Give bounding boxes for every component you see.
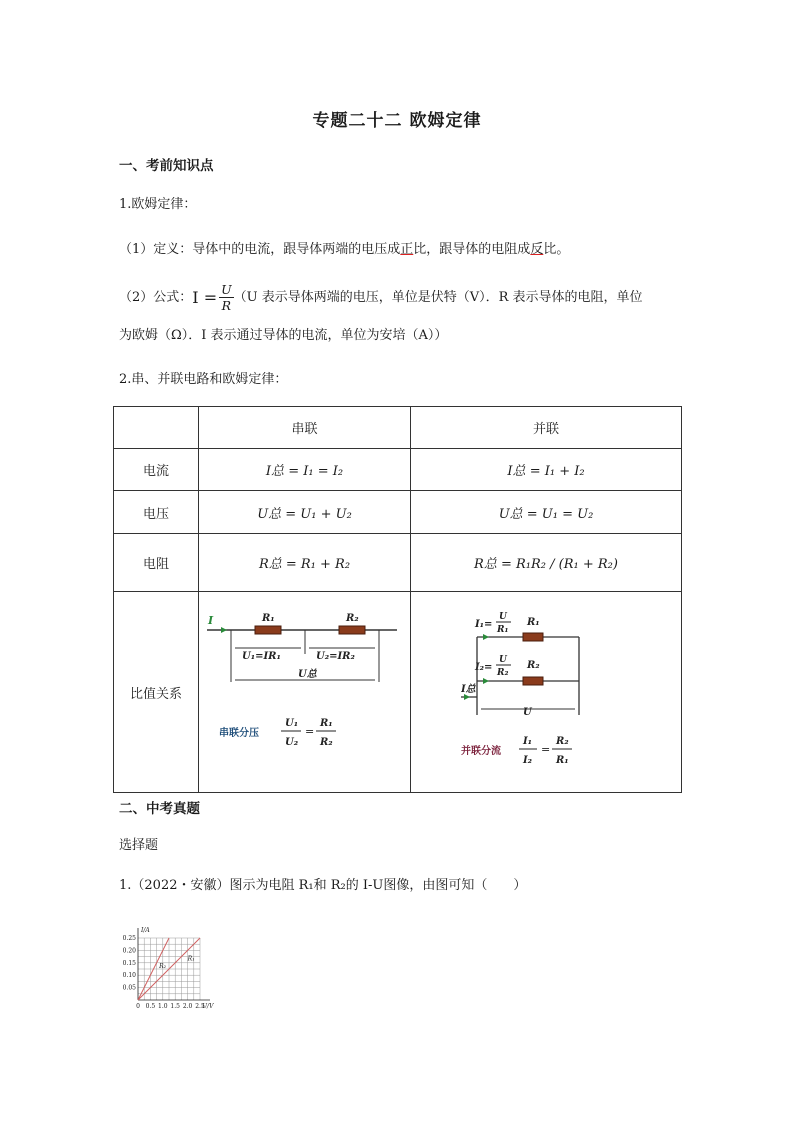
section-heading-knowledge: 一、考前知识点 (119, 158, 214, 174)
y-tick-label: 0.20 (122, 947, 136, 955)
resistor-r2-symbol (339, 626, 365, 634)
parallel-current-formula: I总 = I₁ + I₂ (411, 449, 682, 491)
series-label-1: R₂ (159, 962, 167, 970)
definition-line (119, 240, 569, 260)
choice-heading: 选择题 (119, 838, 159, 853)
series-resistance-formula: R总 = R₁ + R₂ (199, 534, 411, 592)
x-axis-label: U/V (202, 1003, 214, 1010)
formula-text-2: 为欧姆（Ω）．I 表示通过导体的电流，单位为安培（A）） (119, 328, 448, 343)
parallel-i1-label: I₁= (475, 619, 493, 630)
x-tick-label: 2.5 (195, 1003, 205, 1010)
formula-prefix: （2）公式： (119, 289, 193, 305)
parallel-diagram-cell (411, 592, 682, 793)
parallel-r2-label: R₂ (527, 660, 540, 671)
parallel-resistor-r1-symbol (523, 633, 543, 641)
parallel-caption: 并联分流 (461, 746, 501, 757)
y-tick-label: 0.15 (122, 959, 136, 967)
parallel-i1-num: U (499, 612, 507, 622)
y-tick-label: 0.05 (122, 984, 136, 992)
parallel-u-label: U (523, 707, 532, 718)
formula-lhs: I = (192, 287, 218, 307)
parallel-voltage-formula: U总 = U₁ = U₂ (411, 491, 682, 534)
series-utotal-label: U总 (297, 669, 317, 680)
page-title: 专题二十二 欧姆定律 (312, 111, 482, 131)
series-ratio-den-left: U₂ (284, 737, 298, 748)
parallel-resistance-formula: R总 = R₁R₂ / (R₁ + R₂) (411, 534, 682, 592)
item-series-parallel: 2.串、并联电路和欧姆定律： (119, 372, 288, 387)
y-tick-label: 0.10 (122, 972, 136, 980)
series-label-2: R₁ (187, 955, 195, 963)
series-u2-label: U₂=IR₂ (315, 651, 355, 662)
parallel-i2-den: R₂ (497, 668, 509, 678)
header-empty (114, 407, 199, 449)
iu-chart (112, 922, 224, 1012)
section-heading-exam: 二、中考真题 (119, 801, 200, 817)
series-ratio-num-right: R₁ (319, 718, 333, 729)
parallel-i1-den: R₁ (497, 625, 509, 635)
row-label-resistance: 电阻 (114, 534, 199, 592)
item-ohm-law: 1.欧姆定律： (119, 197, 197, 212)
series-u1-label: U₁=IR₁ (241, 651, 281, 662)
def-mid: 比，跟导体的电阻成 (413, 242, 531, 257)
formula-text-1: （U 表示导体两端的电压，单位是伏特（V）．R 表示导体的电阻，单位 (233, 289, 643, 305)
series-circuit-diagram (205, 602, 405, 782)
row-label-ratio: 比值关系 (114, 592, 199, 793)
parallel-ratio-den-left: I₂ (523, 755, 533, 766)
x-tick-label: 0.5 (145, 1003, 156, 1010)
series-ratio-den-right: R₂ (319, 737, 333, 748)
row-label-voltage: 电压 (114, 491, 199, 534)
svg-text:=: = (304, 725, 314, 738)
formula-denominator: R (221, 298, 232, 313)
parallel-circuit-diagram (461, 597, 631, 787)
formula-line (119, 282, 643, 313)
def-word-fan: 反 (530, 242, 544, 257)
parallel-ratio-num-left: I₁ (523, 736, 533, 747)
def-suffix: 比。 (543, 242, 570, 257)
x-tick-label: 1.0 (158, 1003, 168, 1010)
series-r1-label: R₁ (261, 613, 275, 624)
parallel-ratio-den-right: R₁ (556, 755, 569, 766)
x-tick-label: 0 (136, 1003, 140, 1010)
series-diagram-cell (199, 592, 411, 793)
formula-fraction (219, 282, 234, 313)
resistor-r1-symbol (255, 626, 281, 634)
parallel-ratio-num-right: R₂ (556, 736, 569, 747)
def-prefix: （1）定义：导体中的电流，跟导体两端的电压成 (119, 242, 401, 257)
x-tick-label: 2.0 (182, 1003, 193, 1010)
parallel-itotal-label: I总 (461, 684, 476, 695)
series-current-label: I (207, 614, 213, 627)
parallel-r1-label: R₁ (527, 617, 540, 628)
parallel-i2-label: I₂= (475, 662, 493, 673)
series-voltage-formula: U总 = U₁ + U₂ (199, 491, 411, 534)
series-r2-label: R₂ (345, 613, 359, 624)
comparison-table (113, 406, 682, 793)
row-label-current: 电流 (114, 449, 199, 491)
y-tick-label: 0.25 (122, 935, 136, 942)
formula-numerator: U (221, 282, 232, 297)
series-caption: 串联分压 (218, 728, 259, 739)
parallel-resistor-r2-symbol (523, 677, 543, 685)
question-1: 1.（2022・安徽）图示为电阻 R₁和 R₂的 I-U图像，由图可知（ ） (119, 878, 527, 893)
series-current-formula: I总 = I₁ = I₂ (199, 449, 411, 491)
header-parallel: 并联 (411, 407, 682, 449)
series-ratio-num-left: U₁ (284, 718, 298, 729)
def-word-zheng: 正 (400, 242, 414, 257)
x-tick-label: 1.5 (170, 1003, 180, 1010)
svg-text:=: = (541, 743, 551, 756)
parallel-i2-num: U (499, 655, 507, 665)
header-series: 串联 (199, 407, 411, 449)
y-axis-label: I/A (141, 927, 150, 934)
